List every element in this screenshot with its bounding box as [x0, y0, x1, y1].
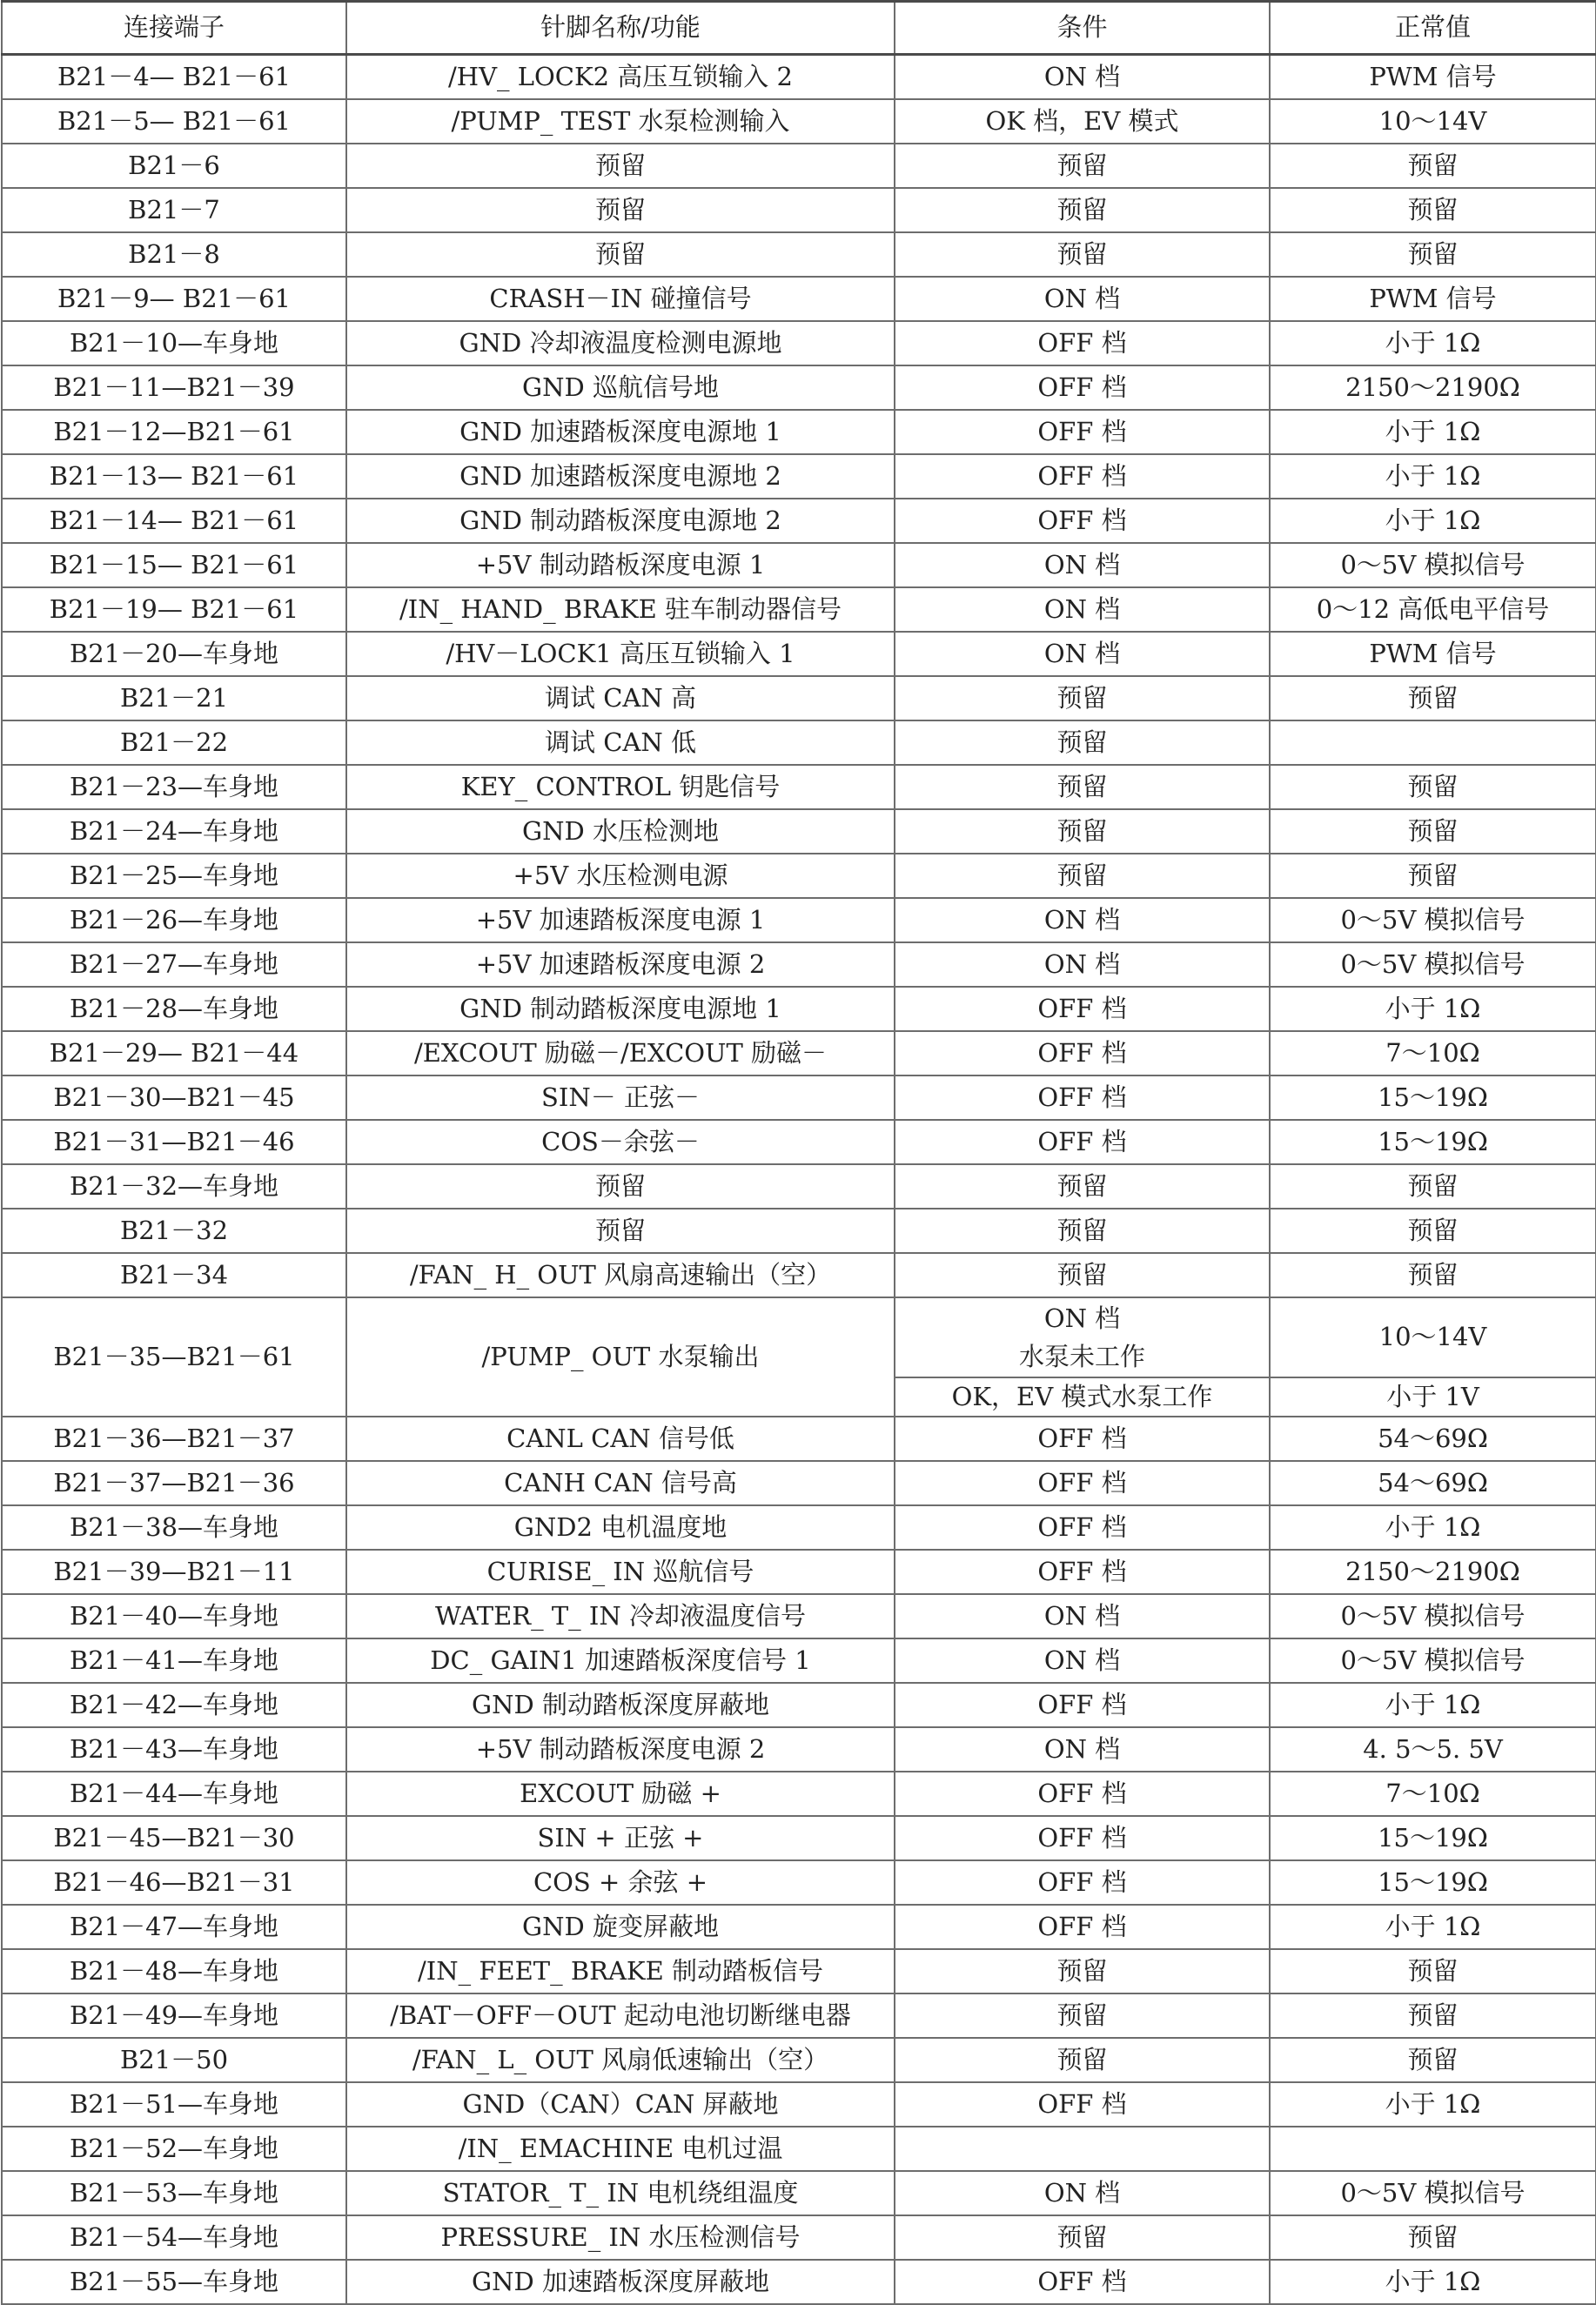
table-row — [2, 632, 1596, 676]
table-row — [2, 1816, 1596, 1860]
condition-cell: OFF 档 — [895, 365, 1270, 410]
terminal-cell: B21－41—车身地 — [2, 1638, 346, 1683]
function-cell: WATER_ T_ IN 冷却液温度信号 — [346, 1594, 895, 1638]
header-value: 正常值 — [1270, 2, 1596, 55]
terminal-cell: B21－4— B21－61 — [2, 55, 346, 100]
function-cell: SIN－ 正弦－ — [346, 1075, 895, 1120]
table-row — [2, 2038, 1596, 2082]
value-cell: 2150～2190Ω — [1270, 365, 1596, 410]
value-cell: 预留 — [1270, 1209, 1596, 1253]
table-row — [2, 898, 1596, 942]
value-cell: 小于 1Ω — [1270, 1505, 1596, 1550]
function-cell: +5V 水压检测电源 — [346, 854, 895, 898]
table-row — [2, 1209, 1596, 1253]
table-row — [2, 1860, 1596, 1905]
condition-cell: OFF 档 — [895, 2082, 1270, 2127]
function-cell: EXCOUT 励磁 + — [346, 1772, 895, 1816]
terminal-cell: B21－24—车身地 — [2, 809, 346, 854]
function-cell: PRESSURE_ IN 水压检测信号 — [346, 2215, 895, 2260]
value-cell: 小于 1Ω — [1270, 1905, 1596, 1949]
table-row — [2, 1075, 1596, 1120]
value-cell: 预留 — [1270, 1253, 1596, 1297]
value-cell: 预留 — [1270, 2038, 1596, 2082]
condition-cell: ON 档 — [895, 942, 1270, 987]
function-cell: GND 巡航信号地 — [346, 365, 895, 410]
value-cell: 15～19Ω — [1270, 1120, 1596, 1164]
table-row — [2, 365, 1596, 410]
function-cell: GND 制动踏板深度屏蔽地 — [346, 1683, 895, 1727]
terminal-cell: B21－35—B21－61 — [2, 1297, 346, 1417]
condition-cell: ON 档 — [895, 1727, 1270, 1772]
function-cell: GND（CAN）CAN 屏蔽地 — [346, 2082, 895, 2127]
table-row — [2, 1949, 1596, 1993]
terminal-cell: B21－19— B21－61 — [2, 587, 346, 632]
condition-cell: ON 档 — [895, 55, 1270, 100]
table-row — [2, 1993, 1596, 2038]
value-cell: 预留 — [1270, 232, 1596, 277]
table-row — [2, 765, 1596, 809]
table-row — [2, 321, 1596, 365]
terminal-cell: B21－26—车身地 — [2, 898, 346, 942]
condition-cell: OFF 档 — [895, 1772, 1270, 1816]
value-cell: 小于 1Ω — [1270, 2082, 1596, 2127]
value-cell: 小于 1V — [1270, 1377, 1596, 1417]
value-cell: 预留 — [1270, 765, 1596, 809]
condition-cell: 预留 — [895, 1949, 1270, 1993]
condition-cell: 预留 — [895, 809, 1270, 854]
value-cell: 预留 — [1270, 1993, 1596, 2038]
header-condition: 条件 — [895, 2, 1270, 55]
function-cell: +5V 加速踏板深度电源 1 — [346, 898, 895, 942]
condition-cell: 预留 — [895, 1993, 1270, 2038]
condition-cell: 预留 — [895, 2038, 1270, 2082]
condition-cell: OFF 档 — [895, 1417, 1270, 1461]
function-cell: GND 水压检测地 — [346, 809, 895, 854]
table-row — [2, 2127, 1596, 2171]
condition-cell: ON 档 — [895, 1594, 1270, 1638]
function-cell: GND2 电机温度地 — [346, 1505, 895, 1550]
condition-line: 水泵未工作 — [1018, 1342, 1145, 1371]
terminal-cell: B21－51—车身地 — [2, 2082, 346, 2127]
terminal-cell: B21－11—B21－39 — [2, 365, 346, 410]
function-cell: /HV_ LOCK2 高压互锁输入 2 — [346, 55, 895, 100]
condition-cell: ON 档 — [895, 2171, 1270, 2215]
value-cell: 小于 1Ω — [1270, 499, 1596, 543]
terminal-cell: B21－48—车身地 — [2, 1949, 346, 1993]
terminal-cell: B21－49—车身地 — [2, 1993, 346, 2038]
value-cell: 2150～2190Ω — [1270, 1550, 1596, 1594]
value-cell — [1270, 720, 1596, 765]
function-cell: GND 制动踏板深度电源地 2 — [346, 499, 895, 543]
condition-cell: 预留 — [895, 1164, 1270, 1209]
terminal-cell: B21－55—车身地 — [2, 2260, 346, 2304]
terminal-cell: B21－30—B21－45 — [2, 1075, 346, 1120]
function-cell: 调试 CAN 高 — [346, 676, 895, 720]
condition-cell: 预留 — [895, 188, 1270, 232]
table-row — [2, 1638, 1596, 1683]
terminal-cell: B21－54—车身地 — [2, 2215, 346, 2260]
condition-cell: 预留 — [895, 854, 1270, 898]
table-row — [2, 1253, 1596, 1297]
terminal-cell: B21－46—B21－31 — [2, 1860, 346, 1905]
value-cell — [1270, 2127, 1596, 2171]
condition-cell: OFF 档 — [895, 1683, 1270, 1727]
terminal-cell: B21－7 — [2, 188, 346, 232]
condition-cell: 预留 — [895, 2215, 1270, 2260]
table-row — [2, 277, 1596, 321]
terminal-cell: B21－47—车身地 — [2, 1905, 346, 1949]
condition-cell: ON 档 — [895, 277, 1270, 321]
value-cell: 小于 1Ω — [1270, 1683, 1596, 1727]
table-row — [2, 1120, 1596, 1164]
function-cell: GND 加速踏板深度电源地 2 — [346, 454, 895, 499]
function-cell: DC_ GAIN1 加速踏板深度信号 1 — [346, 1638, 895, 1683]
condition-cell: 预留 — [895, 1209, 1270, 1253]
terminal-cell: B21－44—车身地 — [2, 1772, 346, 1816]
table-row — [2, 232, 1596, 277]
value-cell: 54～69Ω — [1270, 1461, 1596, 1505]
table-row — [2, 99, 1596, 144]
terminal-cell: B21－42—车身地 — [2, 1683, 346, 1727]
value-cell: PWM 信号 — [1270, 55, 1596, 100]
condition-cell: 预留 — [895, 144, 1270, 188]
condition-cell: ON 档 — [895, 898, 1270, 942]
table-row — [2, 2260, 1596, 2304]
terminal-cell: B21－13— B21－61 — [2, 454, 346, 499]
condition-cell: 预留 — [895, 676, 1270, 720]
condition-cell: OK，EV 模式水泵工作 — [895, 1377, 1270, 1417]
value-cell: 预留 — [1270, 144, 1596, 188]
table-row — [2, 1461, 1596, 1505]
function-cell: +5V 制动踏板深度电源 1 — [346, 543, 895, 587]
pin-table — [1, 0, 1596, 2305]
function-cell: STATOR_ T_ IN 电机绕组温度 — [346, 2171, 895, 2215]
table-row — [2, 987, 1596, 1031]
function-cell: GND 旋变屏蔽地 — [346, 1905, 895, 1949]
value-cell: 预留 — [1270, 676, 1596, 720]
value-cell: 7～10Ω — [1270, 1772, 1596, 1816]
terminal-cell: B21－9— B21－61 — [2, 277, 346, 321]
table-row — [2, 942, 1596, 987]
value-cell: 小于 1Ω — [1270, 454, 1596, 499]
table-row — [2, 1905, 1596, 1949]
terminal-cell: B21－53—车身地 — [2, 2171, 346, 2215]
function-cell: /PUMP_ TEST 水泵检测输入 — [346, 99, 895, 144]
table-row — [2, 1031, 1596, 1075]
condition-cell: 预留 — [895, 765, 1270, 809]
function-cell: GND 加速踏板深度电源地 1 — [346, 410, 895, 454]
table-row — [2, 144, 1596, 188]
table-row — [2, 1594, 1596, 1638]
condition-cell: ON 档 — [895, 543, 1270, 587]
value-cell: 预留 — [1270, 2215, 1596, 2260]
function-cell: /EXCOUT 励磁－/EXCOUT 励磁－ — [346, 1031, 895, 1075]
value-cell: 54～69Ω — [1270, 1417, 1596, 1461]
function-cell: /FAN_ L_ OUT 风扇低速输出（空） — [346, 2038, 895, 2082]
table-row — [2, 454, 1596, 499]
table-row — [2, 1683, 1596, 1727]
value-cell: 预留 — [1270, 854, 1596, 898]
terminal-cell: B21－15— B21－61 — [2, 543, 346, 587]
condition-cell: ON 档 — [895, 1638, 1270, 1683]
table-row — [2, 676, 1596, 720]
table-row — [2, 410, 1596, 454]
condition-cell — [895, 1297, 1270, 1377]
condition-cell: OFF 档 — [895, 321, 1270, 365]
terminal-cell: B21－20—车身地 — [2, 632, 346, 676]
value-cell: 0～5V 模拟信号 — [1270, 1638, 1596, 1683]
value-cell: 小于 1Ω — [1270, 321, 1596, 365]
function-cell: /HV－LOCK1 高压互锁输入 1 — [346, 632, 895, 676]
table-body — [2, 55, 1596, 2305]
function-cell: 预留 — [346, 144, 895, 188]
condition-cell — [895, 2127, 1270, 2171]
table-row — [2, 55, 1596, 100]
terminal-cell: B21－50 — [2, 2038, 346, 2082]
terminal-cell: B21－32 — [2, 1209, 346, 1253]
terminal-cell: B21－5— B21－61 — [2, 99, 346, 144]
terminal-cell: B21－10—车身地 — [2, 321, 346, 365]
table-row — [2, 809, 1596, 854]
value-cell: 0～5V 模拟信号 — [1270, 898, 1596, 942]
function-cell: COS－余弦－ — [346, 1120, 895, 1164]
terminal-cell: B21－28—车身地 — [2, 987, 346, 1031]
terminal-cell: B21－22 — [2, 720, 346, 765]
value-cell: 15～19Ω — [1270, 1075, 1596, 1120]
terminal-cell: B21－8 — [2, 232, 346, 277]
table-row — [2, 720, 1596, 765]
function-cell: /IN_ FEET_ BRAKE 制动踏板信号 — [346, 1949, 895, 1993]
function-cell: +5V 加速踏板深度电源 2 — [346, 942, 895, 987]
function-cell: CURISE_ IN 巡航信号 — [346, 1550, 895, 1594]
terminal-cell: B21－39—B21－11 — [2, 1550, 346, 1594]
table-row — [2, 188, 1596, 232]
value-cell: 7～10Ω — [1270, 1031, 1596, 1075]
condition-cell: OFF 档 — [895, 410, 1270, 454]
terminal-cell: B21－36—B21－37 — [2, 1417, 346, 1461]
value-cell: 10～14V — [1270, 1297, 1596, 1377]
table-row — [2, 1164, 1596, 1209]
terminal-cell: B21－14— B21－61 — [2, 499, 346, 543]
function-cell: SIN + 正弦 + — [346, 1816, 895, 1860]
table-row — [2, 499, 1596, 543]
table-row — [2, 1505, 1596, 1550]
value-cell: 小于 1Ω — [1270, 987, 1596, 1031]
function-cell: GND 加速踏板深度屏蔽地 — [346, 2260, 895, 2304]
table-row — [2, 2082, 1596, 2127]
condition-cell: 预留 — [895, 232, 1270, 277]
value-cell: 小于 1Ω — [1270, 410, 1596, 454]
value-cell: 预留 — [1270, 188, 1596, 232]
terminal-cell: B21－29— B21－44 — [2, 1031, 346, 1075]
value-cell: 0～12 高低电平信号 — [1270, 587, 1596, 632]
terminal-cell: B21－43—车身地 — [2, 1727, 346, 1772]
value-cell: 0～5V 模拟信号 — [1270, 2171, 1596, 2215]
value-cell: 预留 — [1270, 1164, 1596, 1209]
condition-cell: OFF 档 — [895, 1075, 1270, 1120]
function-cell: KEY_ CONTROL 钥匙信号 — [346, 765, 895, 809]
condition-cell: 预留 — [895, 720, 1270, 765]
condition-cell: OFF 档 — [895, 1461, 1270, 1505]
value-cell: 0～5V 模拟信号 — [1270, 1594, 1596, 1638]
condition-cell: OFF 档 — [895, 1505, 1270, 1550]
terminal-cell: B21－25—车身地 — [2, 854, 346, 898]
terminal-cell: B21－21 — [2, 676, 346, 720]
terminal-cell: B21－32—车身地 — [2, 1164, 346, 1209]
terminal-cell: B21－34 — [2, 1253, 346, 1297]
condition-line: ON 档 — [1043, 1303, 1121, 1333]
condition-cell: OFF 档 — [895, 1860, 1270, 1905]
value-cell: 15～19Ω — [1270, 1860, 1596, 1905]
table-row — [2, 1417, 1596, 1461]
value-cell: 15～19Ω — [1270, 1816, 1596, 1860]
terminal-cell: B21－31—B21－46 — [2, 1120, 346, 1164]
table-row — [2, 854, 1596, 898]
table-row — [2, 1727, 1596, 1772]
value-cell: PWM 信号 — [1270, 277, 1596, 321]
function-cell: GND 制动踏板深度电源地 1 — [346, 987, 895, 1031]
value-cell: 预留 — [1270, 1949, 1596, 1993]
value-cell: PWM 信号 — [1270, 632, 1596, 676]
function-cell: CANL CAN 信号低 — [346, 1417, 895, 1461]
function-cell: +5V 制动踏板深度电源 2 — [346, 1727, 895, 1772]
condition-cell: OFF 档 — [895, 1905, 1270, 1949]
table-row — [2, 1772, 1596, 1816]
condition-cell: OFF 档 — [895, 499, 1270, 543]
condition-cell: OFF 档 — [895, 987, 1270, 1031]
terminal-cell: B21－45—B21－30 — [2, 1816, 346, 1860]
table-row — [2, 2215, 1596, 2260]
value-cell: 预留 — [1270, 809, 1596, 854]
value-cell: 0～5V 模拟信号 — [1270, 942, 1596, 987]
function-cell: GND 冷却液温度检测电源地 — [346, 321, 895, 365]
condition-cell: OK 档，EV 模式 — [895, 99, 1270, 144]
function-cell: CRASH－IN 碰撞信号 — [346, 277, 895, 321]
condition-cell: ON 档 — [895, 587, 1270, 632]
function-cell: 预留 — [346, 1209, 895, 1253]
table-row — [2, 1550, 1596, 1594]
function-cell: CANH CAN 信号高 — [346, 1461, 895, 1505]
condition-cell: 预留 — [895, 1253, 1270, 1297]
value-cell: 4. 5～5. 5V — [1270, 1727, 1596, 1772]
terminal-cell: B21－38—车身地 — [2, 1505, 346, 1550]
terminal-cell: B21－40—车身地 — [2, 1594, 346, 1638]
condition-cell: OFF 档 — [895, 1120, 1270, 1164]
function-cell: /IN_ HAND_ BRAKE 驻车制动器信号 — [346, 587, 895, 632]
value-cell: 10～14V — [1270, 99, 1596, 144]
table-row-split — [2, 1297, 1596, 1377]
terminal-cell: B21－12—B21－61 — [2, 410, 346, 454]
function-cell: COS + 余弦 + — [346, 1860, 895, 1905]
function-cell: /BAT－OFF－OUT 起动电池切断继电器 — [346, 1993, 895, 2038]
function-cell: 调试 CAN 低 — [346, 720, 895, 765]
condition-cell: OFF 档 — [895, 1816, 1270, 1860]
terminal-cell: B21－6 — [2, 144, 346, 188]
condition-cell: OFF 档 — [895, 1031, 1270, 1075]
function-cell: 预留 — [346, 1164, 895, 1209]
table-row — [2, 587, 1596, 632]
value-cell: 小于 1Ω — [1270, 2260, 1596, 2304]
terminal-cell: B21－23—车身地 — [2, 765, 346, 809]
header-function: 针脚名称/功能 — [346, 2, 895, 55]
terminal-cell: B21－37—B21－36 — [2, 1461, 346, 1505]
function-cell: /IN_ EMACHINE 电机过温 — [346, 2127, 895, 2171]
terminal-cell: B21－52—车身地 — [2, 2127, 346, 2171]
condition-cell: OFF 档 — [895, 454, 1270, 499]
value-cell: 0～5V 模拟信号 — [1270, 543, 1596, 587]
function-cell: 预留 — [346, 188, 895, 232]
terminal-cell: B21－27—车身地 — [2, 942, 346, 987]
table-row — [2, 2171, 1596, 2215]
table-header-row — [2, 2, 1596, 55]
table-row — [2, 543, 1596, 587]
condition-cell: ON 档 — [895, 632, 1270, 676]
function-cell: /PUMP_ OUT 水泵输出 — [346, 1297, 895, 1417]
function-cell: /FAN_ H_ OUT 风扇高速输出（空） — [346, 1253, 895, 1297]
condition-cell: OFF 档 — [895, 2260, 1270, 2304]
function-cell: 预留 — [346, 232, 895, 277]
condition-cell: OFF 档 — [895, 1550, 1270, 1594]
header-terminal: 连接端子 — [2, 2, 346, 55]
